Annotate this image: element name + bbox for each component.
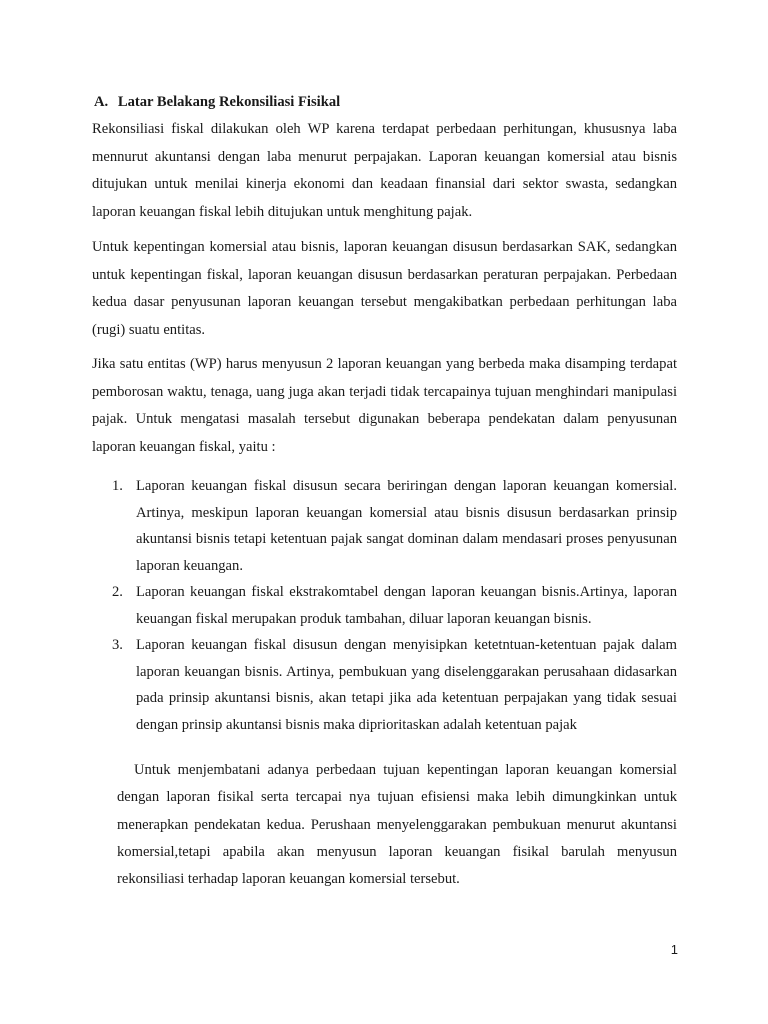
- paragraph-3: Jika satu entitas (WP) harus menyusun 2 laporan keuangan yang berbeda maka disamping terdapat pemborosan waktu, tenaga, uang juga akan terjadi tidak tercapainya tujuan menghindari manipulasi pajak. Untuk mengatasi masalah tersebut digunakan beberapa pendekatan dalam penyusunan laporan keuangan fiskal, yaitu :: [92, 356, 677, 455]
- list-marker: 3.: [112, 637, 123, 653]
- approach-list: [92, 473, 677, 738]
- closing-paragraph-text: Untuk menjembatani adanya perbedaan tujuan kepentingan laporan keuangan komersial dengan laporan fisikal serta tercapai nya tujuan efisiensi maka lebih dimungkinkan untuk menerapkan pendekatan kedua. Perushaan menyelenggarakan pembukuan menurut akuntansi komersial,tetapi apabila akan menyusun laporan keuangan fisikal barulah menyusun rekonsiliasi terhadap laporan keuangan komersial tersebut.: [117, 762, 677, 888]
- section-heading: [94, 92, 340, 112]
- list-marker: 1.: [112, 478, 123, 494]
- list-item-text: Laporan keuangan fiskal disusun secara beriringan dengan laporan keuangan komersial. Artinya, meskipun laporan keuangan komersial atau bisnis disusun berdasarkan prinsip akuntansi bisnis tetapi ketentuan pajak sangat dominan dalam mendasari proses penyusunan laporan keuangan.: [136, 478, 677, 574]
- list-item: [92, 473, 677, 579]
- section-number: A.: [94, 94, 109, 110]
- list-item: [92, 579, 677, 632]
- closing-paragraph: [117, 757, 677, 893]
- list-item-text: Laporan keuangan fiskal ekstrakomtabel dengan laporan keuangan bisnis.Artinya, laporan keuangan fiskal merupakan produk tambahan, diluar laporan keuangan bisnis.: [136, 584, 677, 627]
- list-item-text: Laporan keuangan fiskal disusun dengan menyisipkan ketetntuan-ketentuan pajak dalam laporan keuangan bisnis. Artinya, pembukuan yang diselenggarakan perusahaan didasarkan pada prinsip akuntansi bisnis, akan tetapi jika ada ketentuan perpajakan yang tidak sesuai dengan prinsip akuntansi bisnis maka diprioritaskan adalah ketentuan pajak: [136, 637, 677, 733]
- section-title: Latar Belakang Rekonsiliasi Fisikal: [117, 94, 341, 110]
- paragraph-1: Rekonsiliasi fiskal dilakukan oleh WP karena terdapat perbedaan perhitungan, khususnya laba mennurut akuntansi dengan laba menurut perpajakan. Laporan keuangan komersial atau bisnis ditujukan untuk menilai kinerja ekonomi dan keadaan finansial dari sektor swasta, sedangkan laporan keuangan fiskal lebih ditujukan untuk menghitung pajak.: [92, 121, 677, 220]
- paragraph-2: Untuk kepentingan komersial atau bisnis, laporan keuangan disusun berdasarkan SAK, sedangkan untuk kepentingan fiskal, laporan keuangan disusun berdasarkan peraturan perpajakan. Perbedaan kedua dasar penyusunan laporan keuangan tersebut mengakibatkan perbedaan perhitungan laba (rugi) suatu entitas.: [92, 239, 677, 338]
- list-item: [92, 632, 677, 738]
- list-marker: 2.: [112, 584, 123, 600]
- page-number: 1: [670, 942, 678, 957]
